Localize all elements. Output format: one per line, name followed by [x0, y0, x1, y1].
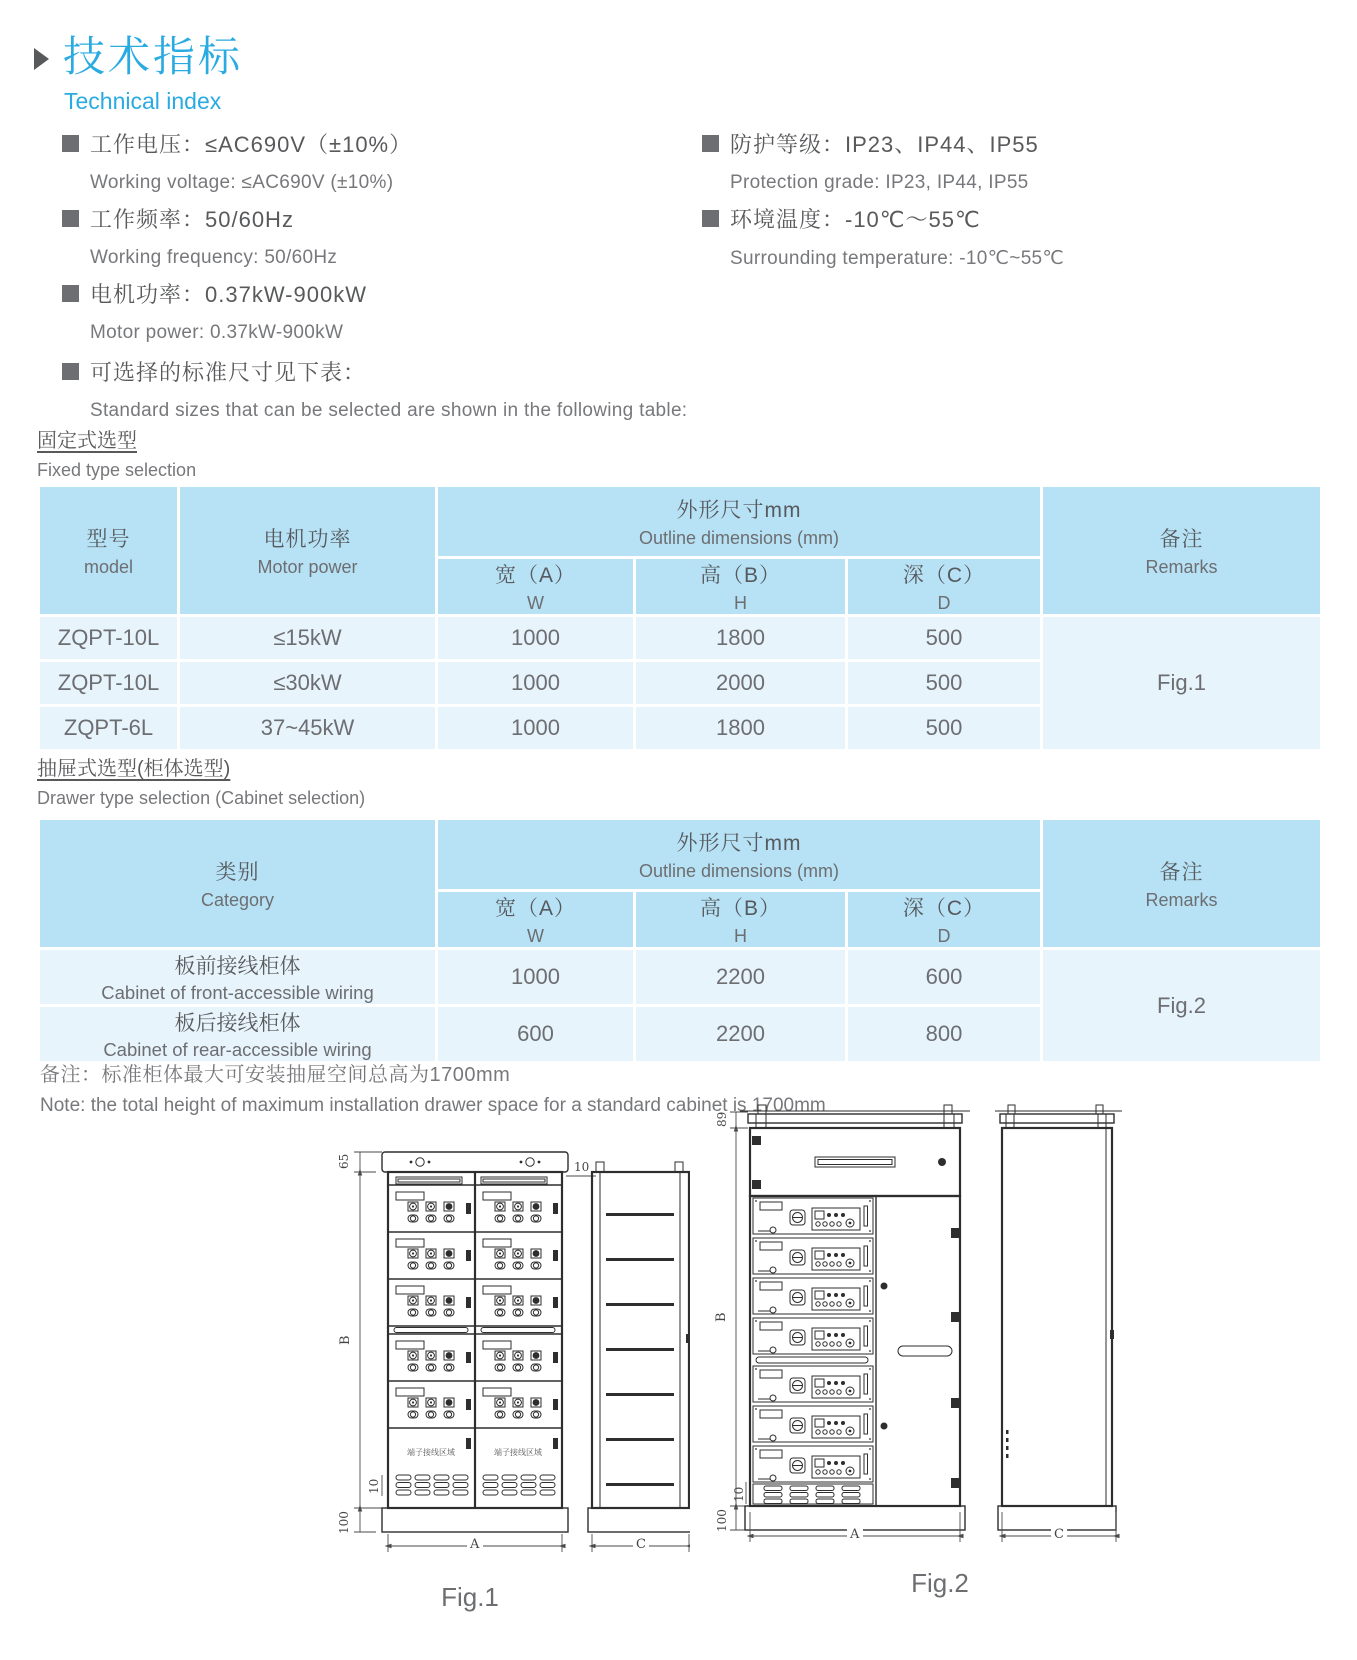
- cell-width: 1000: [511, 625, 560, 650]
- drawer-type-table: [37, 817, 1323, 1064]
- header-en: H: [734, 926, 747, 946]
- header-en: W: [527, 926, 544, 946]
- fig2-dim-vent: 10: [732, 1486, 746, 1502]
- header-en: Motor power: [257, 557, 358, 577]
- col-header-outline-dimensions: [437, 819, 1042, 891]
- spec-en: Standard sizes that can be selected are shown in the following table:: [90, 400, 688, 421]
- cell-height: 1800: [716, 625, 765, 650]
- category-cn: 板后接线柜体: [174, 1012, 301, 1035]
- category-cn: 板前接线柜体: [174, 955, 301, 978]
- spec-cn: 环境温度：-10℃～55℃: [730, 207, 981, 232]
- square-bullet-icon: [62, 363, 79, 380]
- square-bullet-icon: [702, 135, 719, 152]
- col-header-width: [437, 891, 635, 949]
- col-header-model: [39, 486, 179, 616]
- cell-category: [39, 1006, 437, 1063]
- cell-height: 1800: [716, 715, 765, 740]
- header-en: D: [937, 593, 951, 613]
- header-en: model: [83, 557, 134, 577]
- header-cn: 备注: [1159, 861, 1204, 884]
- header-cn: 外形尺寸mm: [676, 499, 802, 522]
- col-header-remarks: [1042, 486, 1322, 616]
- cell-depth: 500: [925, 625, 963, 650]
- fig1-dim-height: B: [338, 1335, 353, 1345]
- category-en: Cabinet of rear-accessible wiring: [103, 1039, 372, 1060]
- cell-depth: 500: [925, 670, 963, 695]
- spec-cn: 防护等级：IP23、IP44、IP55: [730, 132, 1039, 157]
- header-en: Remarks: [1145, 557, 1218, 577]
- fig1-caption: Fig.1: [441, 1582, 499, 1612]
- header-en: Outline dimensions (mm): [638, 861, 840, 881]
- col-header-outline-dimensions: [437, 486, 1042, 558]
- table-row: [39, 616, 1322, 661]
- spec-surrounding-temperature: [702, 203, 1064, 270]
- fig2-side-view: [995, 1105, 1122, 1530]
- cell-remark: Fig.1: [1157, 670, 1206, 695]
- drawer-section-label: [37, 752, 365, 809]
- cell-width: 1000: [511, 670, 560, 695]
- cell-power: ≤15kW: [273, 625, 342, 650]
- cell-width: 1000: [511, 715, 560, 740]
- header-cn: 类别: [215, 861, 260, 884]
- spec-en: Working frequency: 50/60Hz: [90, 247, 338, 268]
- note-en: Note: the total height of maximum installation drawer space for a standard cabinet is 1700mm: [40, 1095, 826, 1116]
- square-bullet-icon: [62, 285, 79, 302]
- page-subtitle: Technical index: [64, 88, 222, 114]
- fig2-dim-depth: C: [1054, 1527, 1064, 1542]
- fig2-dim-width: A: [850, 1527, 860, 1542]
- fig1-dim-base: 100: [337, 1511, 351, 1534]
- cell-model: ZQPT-10L: [57, 625, 160, 650]
- spec-cn: 工作电压：≤AC690V（±10%）: [90, 132, 413, 157]
- col-header-remarks: [1042, 819, 1322, 949]
- header-cn: 高（B）: [699, 564, 781, 587]
- header-en: D: [937, 926, 951, 946]
- col-header-category: [39, 819, 437, 949]
- note-cn: 备注：标准柜体最大可安装抽屉空间总高为1700mm: [40, 1064, 511, 1086]
- spec-motor-power: [62, 278, 367, 344]
- header-cn: 宽（A）: [494, 564, 576, 587]
- header-cn: 高（B）: [699, 897, 781, 920]
- cell-width: 1000: [511, 964, 560, 989]
- spec-working-frequency: [62, 203, 337, 269]
- header-cn: 外形尺寸mm: [676, 832, 802, 855]
- section-arrow-icon: [34, 48, 49, 70]
- fig2-width-dimensions: [750, 1512, 1116, 1542]
- section-title-cn: 抽屉式选型(柜体选型): [37, 758, 231, 780]
- header-cn: 深（C）: [902, 897, 986, 920]
- square-bullet-icon: [62, 135, 79, 152]
- spec-cn: 电机功率：0.37kW-900kW: [90, 282, 367, 307]
- cell-model: ZQPT-10L: [57, 670, 160, 695]
- header-cn: 型号: [86, 528, 131, 551]
- fig1-dim-vent: 10: [367, 1478, 381, 1494]
- fig1-dim-gap: 10: [574, 1160, 590, 1174]
- fig1-terminal-label: 端子接线区域: [494, 1448, 542, 1457]
- table-row: [39, 949, 1322, 1006]
- header-en: Category: [200, 890, 275, 910]
- fig2-dim-base: 100: [715, 1509, 729, 1532]
- fixed-section-label: [37, 424, 196, 481]
- col-header-height: [635, 558, 847, 616]
- fig1-terminal-label: 端子接线区域: [407, 1448, 455, 1457]
- fig1-front-view: [382, 1152, 568, 1532]
- cell-power: ≤30kW: [273, 670, 342, 695]
- header-en: Remarks: [1145, 890, 1218, 910]
- page-title: 技术指标: [63, 33, 244, 80]
- spec-en: Protection grade: IP23, IP44, IP55: [730, 172, 1029, 193]
- section-title-en: Drawer type selection (Cabinet selection): [37, 788, 366, 808]
- col-header-height: [635, 891, 847, 949]
- col-header-motor-power: [179, 486, 437, 616]
- header-en: W: [527, 593, 544, 613]
- cell-depth: 800: [925, 1021, 963, 1046]
- cell-width: 600: [517, 1021, 554, 1046]
- header-cn: 备注: [1159, 528, 1204, 551]
- fig1-width-dimensions: [388, 1534, 689, 1552]
- fig2-cabinet-drawing: [690, 1100, 1130, 1570]
- spec-cn: 工作频率：50/60Hz: [90, 207, 294, 232]
- fixed-type-table: [37, 484, 1323, 752]
- cell-height: 2200: [716, 1021, 765, 1046]
- fig1-dim-width: A: [470, 1537, 480, 1552]
- col-header-depth: [847, 558, 1042, 616]
- header-en: H: [734, 593, 747, 613]
- spec-protection-grade: [702, 128, 1039, 194]
- fig1-side-view: [588, 1162, 690, 1532]
- header-cn: 宽（A）: [494, 897, 576, 920]
- cell-power: 37~45kW: [260, 715, 355, 740]
- fig1-dim-depth: C: [636, 1537, 646, 1552]
- fig2-dim-height: B: [714, 1312, 729, 1322]
- cell-model: ZQPT-6L: [63, 715, 154, 740]
- header-en: Outline dimensions (mm): [638, 528, 840, 548]
- fig2-dimensions: [714, 1112, 748, 1532]
- spec-en: Motor power: 0.37kW-900kW: [90, 322, 344, 343]
- fig2-dim-cap: 89: [715, 1111, 729, 1127]
- cell-depth: 600: [925, 964, 963, 989]
- spec-working-voltage: [62, 128, 412, 194]
- spec-table-intro: [62, 356, 687, 422]
- col-header-depth: [847, 891, 1042, 949]
- header-cn: 电机功率: [263, 528, 352, 551]
- cell-remark: Fig.2: [1157, 992, 1206, 1018]
- section-title-cn: 固定式选型: [37, 430, 137, 452]
- square-bullet-icon: [62, 210, 79, 227]
- section-title-en: Fixed type selection: [37, 460, 197, 480]
- fig1-cabinet-drawing: [330, 1138, 690, 1588]
- category-en: Cabinet of front-accessible wiring: [101, 982, 374, 1003]
- fig2-front-view: [740, 1105, 970, 1530]
- square-bullet-icon: [702, 210, 719, 227]
- cell-height: 2000: [716, 670, 765, 695]
- cell-category: [39, 949, 437, 1006]
- title-block: [34, 33, 244, 115]
- fig1-dim-cap: 65: [337, 1153, 351, 1169]
- cell-height: 2200: [716, 964, 765, 989]
- spec-cn: 可选择的标准尺寸见下表：: [90, 360, 367, 385]
- cell-depth: 500: [925, 715, 963, 740]
- col-header-width: [437, 558, 635, 616]
- spec-en: Surrounding temperature: -10℃~55℃: [730, 248, 1065, 269]
- spec-en: Working voltage: ≤AC690V (±10%): [90, 172, 394, 193]
- header-cn: 深（C）: [902, 564, 986, 587]
- fig2-caption: Fig.2: [911, 1568, 969, 1598]
